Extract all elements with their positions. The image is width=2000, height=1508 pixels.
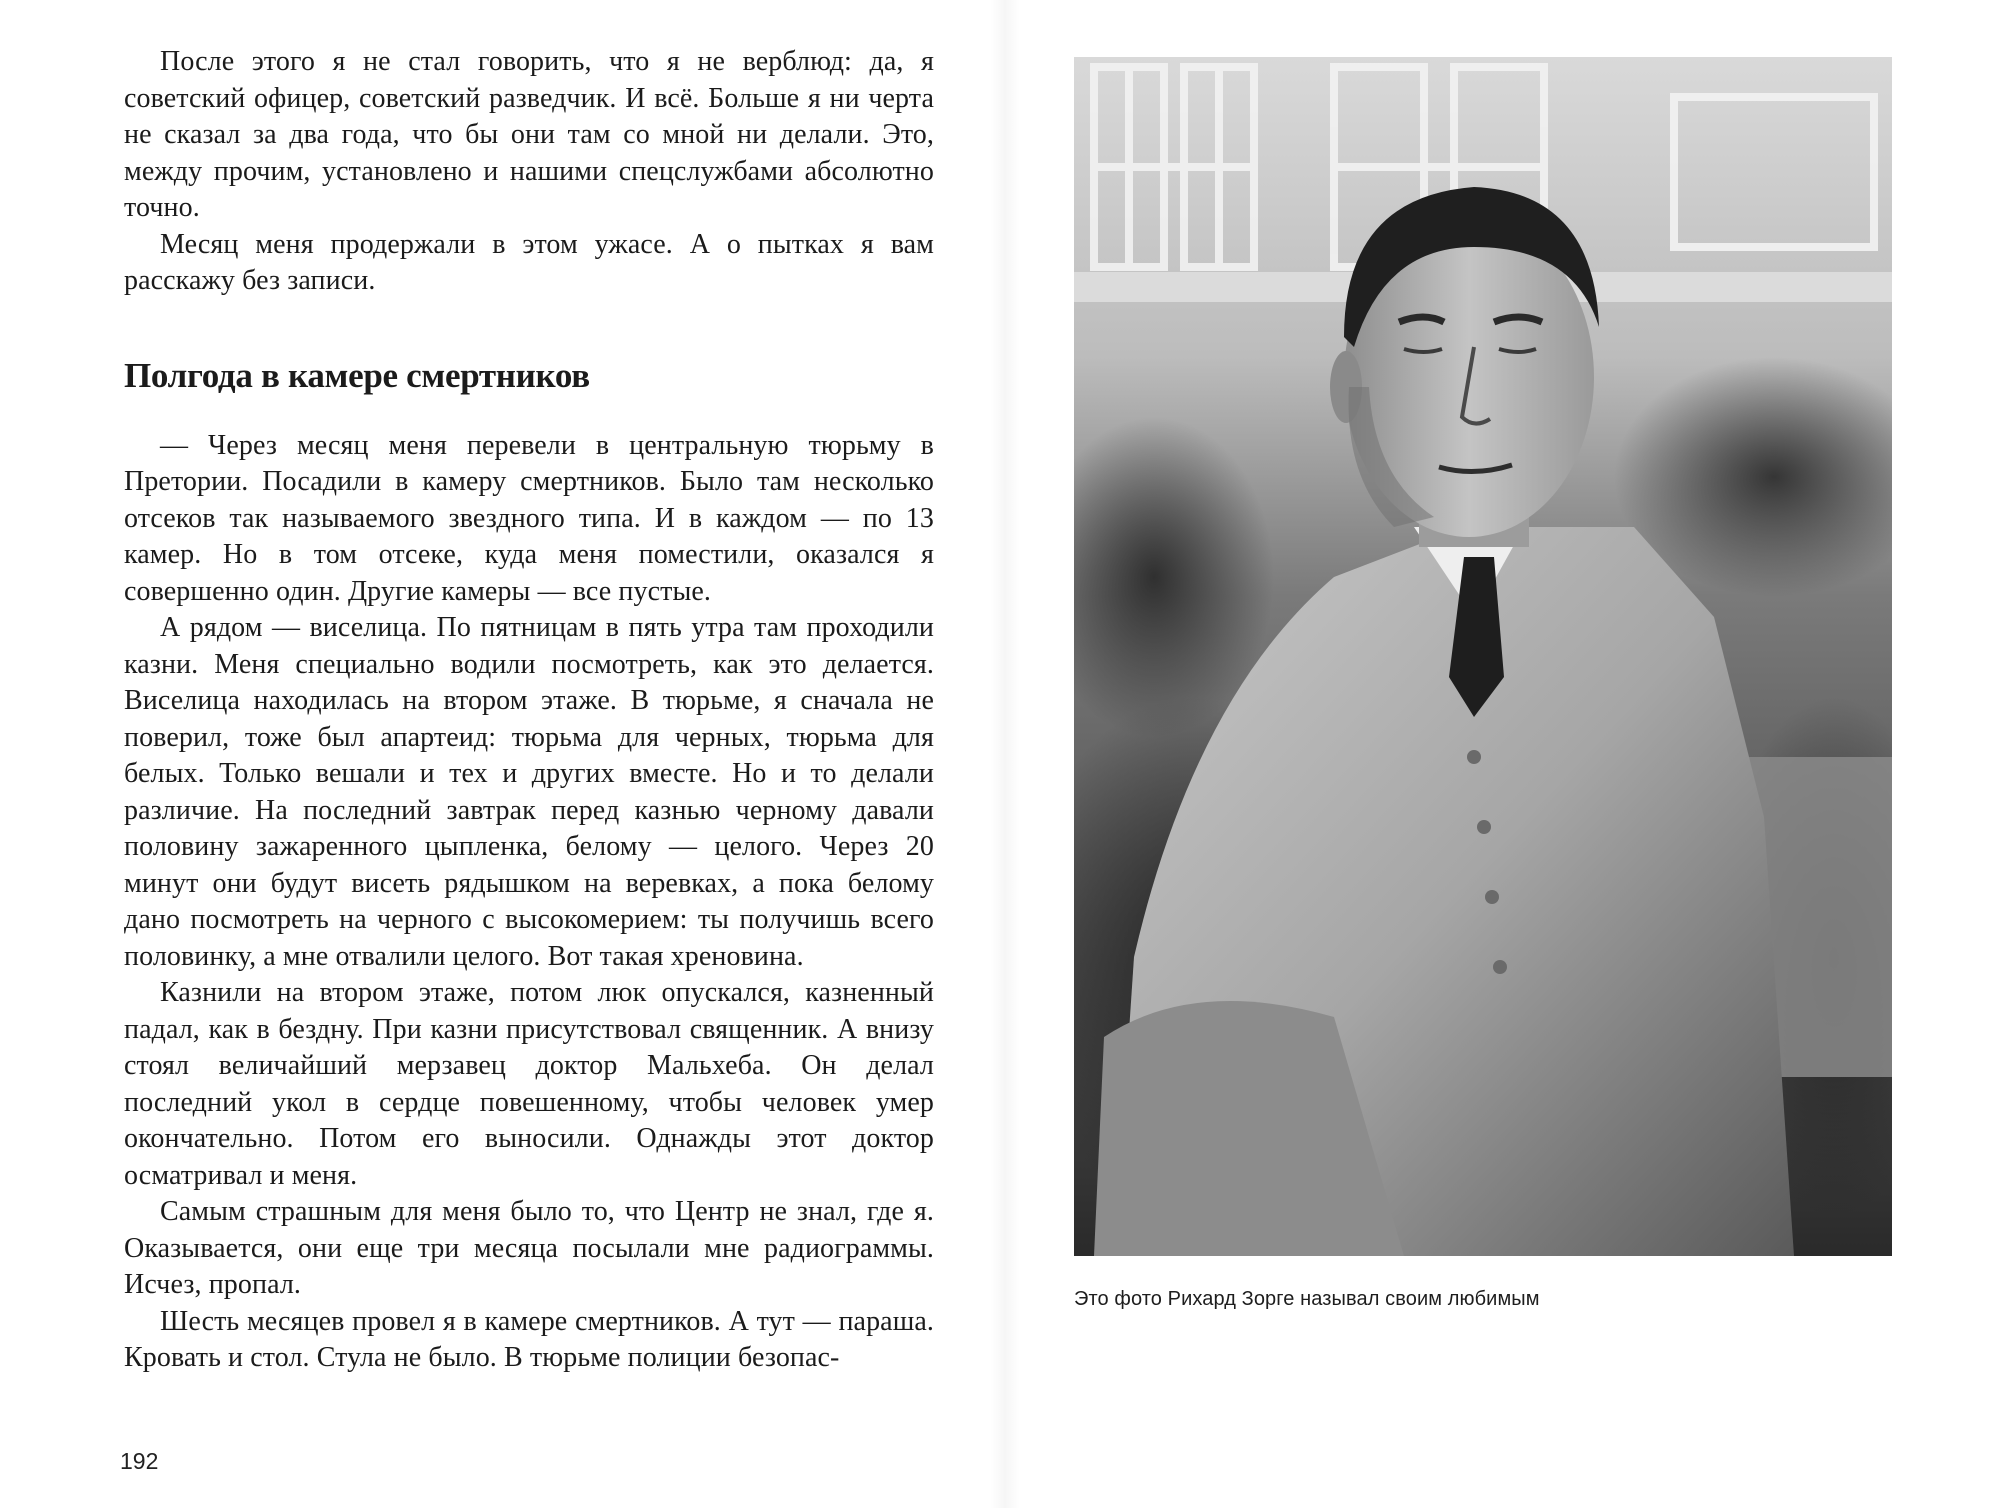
left-page	[124, 44, 934, 1377]
section-heading: Полгода в камере смертников	[124, 355, 590, 395]
section-paragraph-2: А рядом — виселица. По пятницам в пять утра там проходили казни. Меня специально водили посмотреть, как это делается. Виселица находилась на втором этаже. В тюрьме, я сначала не поверил, тоже был апартеид: тюрьма для черных, тюрьма для белых. Только вешали и тех и других вместе. Но и то делали различие. На последний завтрак перед казнью черному давали половину зажаренного цыпленка, белому — целого. Через 20 минут они будут висеть рядышком на веревках, а пока белому дано посмотреть на черного с высокомерием: ты получишь всего половинку, а мне отвалили целого. Вот такая хреновина.	[124, 612, 934, 972]
intro-paragraph-2: Месяц меня продержали в этом ужасе. А о пытках я вам расскажу без записи.	[124, 228, 934, 296]
portrait-photo	[1074, 57, 1892, 1256]
portrait-photo-image	[1074, 57, 1892, 1256]
section-heading-block	[124, 356, 934, 396]
section-paragraph-5: Шесть месяцев провел я в камере смертников. А тут — параша. Кровать и стол. Стула не было. В тюрьме полиции безопас-	[124, 1305, 934, 1373]
section-paragraph-1: — Через месяц меня перевели в центральную тюрьму в Претории. Посадили в камеру смертников. Было там несколько отсеков так называемого звездного типа. И в каждом — по 13 камер. Но в том отсеке, куда меня поместили, оказался я совершенно один. Другие камеры — все пустые.	[124, 429, 934, 607]
page-number: 192	[120, 1448, 159, 1474]
gutter-shadow	[990, 0, 1020, 1508]
section-paragraph-4: Самым страшным для меня было то, что Центр не знал, где я. Оказывается, они еще три месяца посылали мне радиограммы. Исчез, пропал.	[124, 1196, 934, 1300]
photo-caption: Это фото Рихард Зорге называл своим любимым	[1074, 1288, 1540, 1310]
section-paragraph-3: Казнили на втором этаже, потом люк опускался, казненный падал, как в бездну. При казни присутствовал священник. А внизу стоял величайший мерзавец доктор Мальхеба. Он делал последний укол в сердце повешенному, чтобы человек умер окончательно. Потом его выносили. Однажды этот доктор осматривал и меня.	[124, 977, 934, 1191]
intro-paragraph-1: После этого я не стал говорить, что я не верблюд: да, я советский офицер, советский разведчик. И всё. Больше я ни черта не сказал за два года, что бы они там со мной ни делали. Это, между прочим, установлено и нашими спецслужбами абсолютно точно.	[124, 46, 934, 223]
